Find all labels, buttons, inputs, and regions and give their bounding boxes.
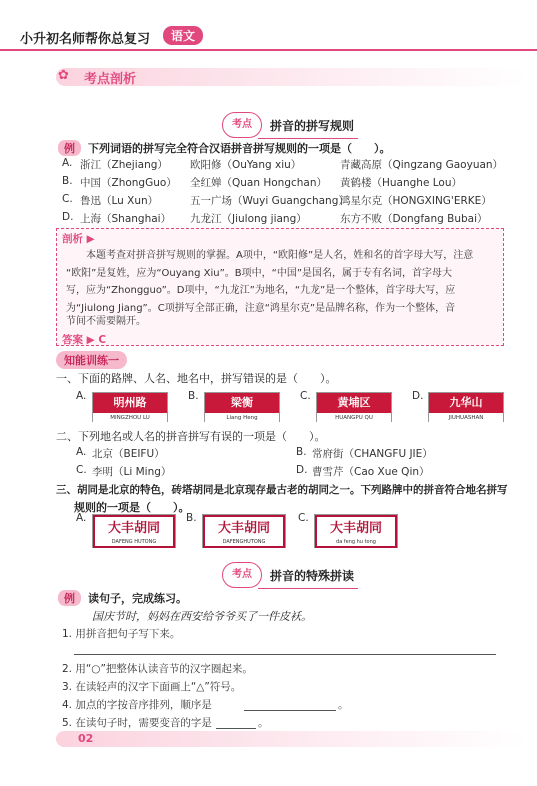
option-item: 全红婵（Quan Hongchan）	[190, 177, 328, 189]
flower-icon: ✿	[58, 68, 69, 83]
kaodian-badge: 考点	[222, 112, 262, 138]
answer-value: C	[98, 334, 107, 346]
hutong-sign-py: DAFENG HUTONG	[93, 538, 175, 548]
page-number: 02	[78, 732, 94, 745]
option-text: 常府街（CHANGFU JIE）	[312, 448, 433, 460]
road-sign-py: Liang Heng	[205, 413, 279, 423]
exercise-item: 4. 加点的字按音序排列，顺序是	[62, 699, 212, 711]
option-letter: A.	[62, 157, 73, 169]
exercise-item: 2. 用“○”把整体认读音节的汉字圈起来。	[62, 663, 253, 675]
example-sentence: 国庆节时，妈妈在西安给爷爷买了一件皮袄。	[92, 610, 312, 623]
option-letter: B.	[62, 175, 73, 187]
hutong-sign-py: DAFENGHUTONG	[203, 538, 285, 548]
period-mark: 。	[338, 699, 349, 711]
option-letter: C.	[300, 390, 311, 402]
road-sign-cn: 梁衡	[205, 393, 279, 413]
option-letter: D.	[296, 464, 308, 476]
option-item: 浙江（Zhejiang）	[80, 159, 168, 171]
hutong-sign-cn: 大丰胡同	[315, 515, 397, 538]
road-sign-c	[316, 392, 392, 422]
road-sign-py: MINGZHOU LU	[93, 413, 167, 423]
road-sign-cn: 九华山	[429, 393, 503, 413]
question-1: 一、下面的路牌、人名、地名中，拼写错误的是（ ）。	[56, 372, 337, 385]
option-letter: C.	[298, 512, 309, 524]
analysis-line: 为“Jiulong Jiang”。C项拼写全部正确，注意“鸿星尔克”是品牌名称，作为一个整体，音	[66, 302, 456, 314]
example-question: 下列词语的拼写完全符合汉语拼音拼写规则的一项是（ ）。	[88, 142, 391, 155]
header-divider	[0, 49, 537, 51]
option-item: 青藏高原（Qingzang Gaoyuan）	[340, 159, 504, 171]
option-item: 鲁迅（Lu Xun）	[80, 195, 159, 207]
kaodian-heading-2	[222, 562, 362, 592]
option-letter: D.	[62, 211, 74, 223]
option-letter: B.	[186, 512, 197, 524]
kaodian-title: 拼音的特殊拼读	[270, 569, 355, 583]
option-item: 五一广场（Wuyi Guangchang）	[190, 195, 349, 207]
footer-band	[56, 731, 526, 747]
kaodian-title: 拼音的拼写规则	[270, 119, 355, 133]
example-label: 例	[58, 590, 81, 606]
road-sign-b	[204, 392, 280, 422]
option-item: 黄鹤楼（Huanghe Lou）	[340, 177, 463, 189]
option-letter: A.	[76, 390, 87, 402]
option-letter: A.	[76, 512, 87, 524]
analysis-body-end	[66, 317, 498, 331]
option-item: 鸿星尔克（HONGXING'ERKE）	[340, 195, 492, 207]
road-sign-a	[92, 392, 168, 422]
option-text: 北京（BEIFU）	[92, 448, 165, 460]
kaodian-badge: 考点	[222, 562, 262, 588]
kaodian-underline	[258, 138, 358, 139]
section-title: 考点剖析	[84, 72, 137, 87]
hutong-sign-cn: 大丰胡同	[93, 515, 175, 538]
answer-blank	[244, 710, 336, 711]
option-item: 上海（Shanghai）	[80, 213, 172, 225]
option-letter: A.	[76, 446, 87, 458]
option-letter: D.	[412, 390, 424, 402]
question-3-line1: 三、胡同是北京的特色，砖塔胡同是北京现存最古老的胡同之一。下列路牌中的拼音符合地名拼写	[56, 484, 508, 496]
hutong-sign-py: da feng hu tong	[315, 538, 397, 548]
analysis-line: “欧阳”是复姓，应为“Ouyang Xiu”。B项中，“中国”是国名，属于专有名词，首字母大	[66, 267, 453, 279]
road-sign-py: JIUHUASHAN	[429, 413, 503, 423]
subject-tag: 语文	[163, 26, 203, 45]
analysis-label-text: 剖析	[62, 233, 83, 245]
example-label: 例	[58, 140, 81, 156]
exercise-item: 1. 用拼音把句子写下来。	[62, 628, 181, 640]
example-instruction: 读句子，完成练习。	[88, 592, 187, 605]
kaodian-underline	[258, 588, 358, 589]
analysis-line: 本题考查对拼音拼写规则的掌握。A项中，“欧阳修”是人名，姓和名的首字母大写，注意	[66, 250, 474, 261]
option-item: 东方不败（Dongfang Bubai）	[340, 213, 488, 225]
answer-label: 答案	[62, 334, 83, 346]
analysis-line: 写，应为“Zhongguo”。D项中，“九龙江”为地名，“九龙”是一个整体，首字母大写，应	[66, 285, 456, 296]
option-text: 李明（Li Ming）	[92, 466, 172, 478]
hutong-sign-b	[202, 514, 286, 548]
question-2: 二、下列地名或人名的拼音拼写有误的一项是（ ）。	[56, 430, 326, 443]
option-letter: C.	[62, 193, 73, 205]
exercise-item: 3. 在读轻声的汉字下面画上“△”符号。	[62, 681, 242, 693]
kaodian-heading-1	[222, 112, 362, 142]
option-letter: B.	[188, 390, 199, 402]
option-item: 九龙江（Jiulong jiang）	[190, 213, 307, 225]
period-mark: 。	[258, 717, 269, 729]
question-3-line2: 规则的一项是（ ）。	[74, 501, 190, 514]
hutong-sign-a	[92, 514, 176, 548]
training-label: 知能训练一	[56, 351, 127, 369]
road-sign-cn: 黄埔区	[317, 393, 391, 413]
option-item: 中国（ZhongGuo）	[80, 177, 177, 189]
road-sign-py: HUANGPU QU	[317, 413, 391, 423]
hutong-sign-cn: 大丰胡同	[203, 515, 285, 538]
option-text: 曹雪芹（Cao Xue Qin）	[312, 466, 430, 478]
page-header	[0, 0, 537, 56]
analysis-body	[66, 247, 498, 317]
option-letter: B.	[296, 446, 307, 458]
road-sign-d	[428, 392, 504, 422]
answer-line	[74, 654, 496, 655]
exercise-item: 5. 在读句子时，需要变音的字是	[62, 717, 212, 729]
book-title: 小升初名师帮你总复习	[20, 32, 151, 47]
answer-row: 答案 ▶ C	[62, 334, 107, 346]
road-sign-cn: 明州路	[93, 393, 167, 413]
option-letter: C.	[76, 464, 87, 476]
hutong-sign-c	[314, 514, 398, 548]
analysis-line: 节间不需要隔开。	[66, 316, 146, 327]
answer-blank	[216, 728, 256, 729]
option-item: 欧阳修（OuYang xiu）	[190, 159, 302, 171]
analysis-label: 剖析 ▶	[62, 233, 95, 245]
